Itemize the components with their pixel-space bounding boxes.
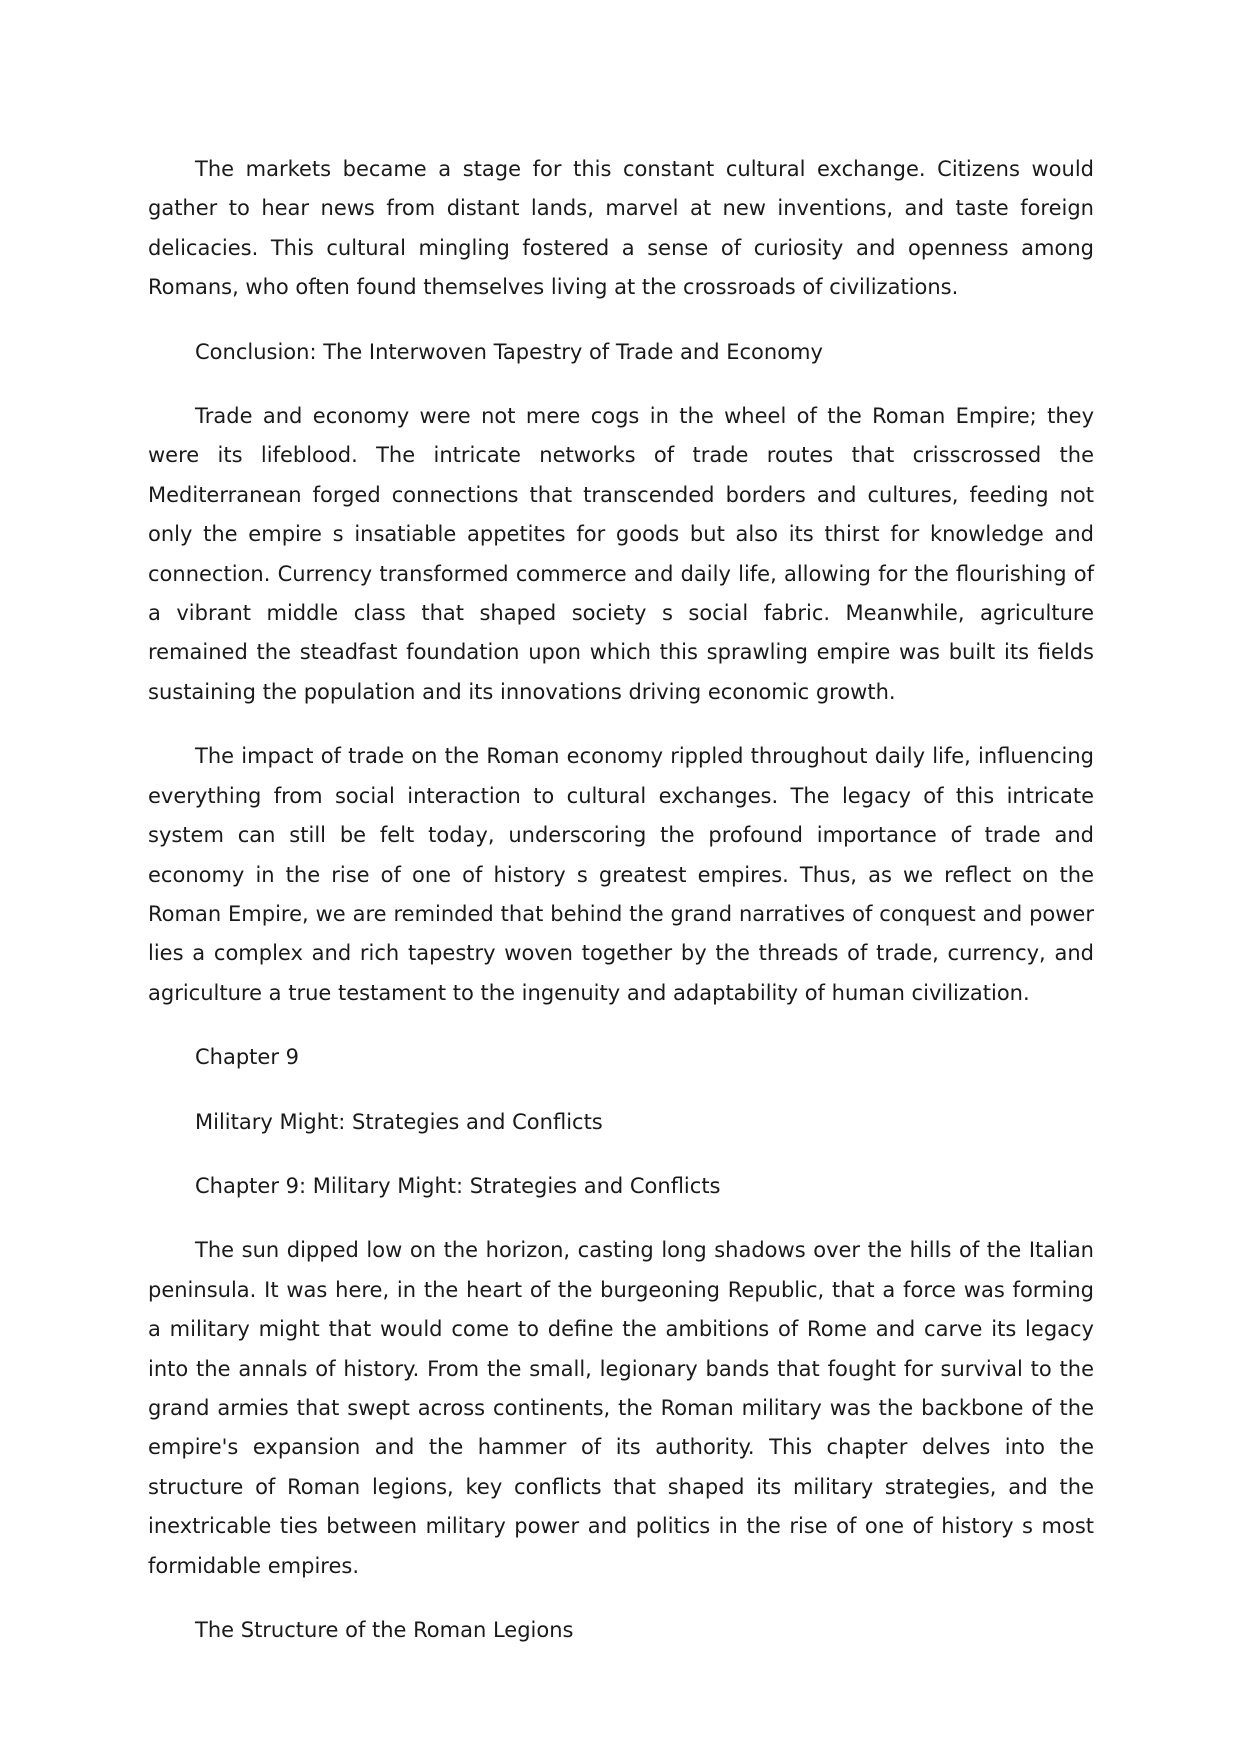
chapter-full-heading: Chapter 9: Military Might: Strategies and Conflicts [195,1173,721,1198]
document-page [148,150,1094,1675]
paragraph-military-intro: The sun dipped low on the horizon, casting long shadows over the hills of the Italian peninsula. It was here, in the heart of the burgeoning Republic, that a force was forming a military might that would come to define the ambitions of Rome and carve its legacy into the annals of history. From the small, legionary bands that fought for survival to the grand armies that swept across continents, the Roman military was the backbone of the empire's expansion and the hammer of its authority. This chapter delves into the structure of Roman legions, key conflicts that shaped its military strategies, and the inextricable ties between military power and politics in the rise of one of history s most formidable empires. [148,1238,1094,1578]
section-heading-conclusion: Conclusion: The Interwoven Tapestry of Trade and Economy [195,339,823,364]
chapter-number: Chapter 9 [195,1045,299,1070]
paragraph-trade-impact: The impact of trade on the Roman economy rippled throughout daily life, influencing everything from social interaction to cultural exchanges. The legacy of this intricate system can still be felt today, underscoring the profound importance of trade and economy in the rise of one of history s greatest empires. Thus, as we reflect on the Roman Empire, we are reminded that behind the grand narratives of conquest and power lies a complex and rich tapestry woven together by the threads of trade, currency, and agriculture a true testament to the ingenuity and adaptability of human civilization. [148,744,1094,1005]
paragraph-trade-lifeblood: Trade and economy were not mere cogs in the wheel of the Roman Empire; they were its lifeblood. The intricate networks of trade routes that crisscrossed the Mediterranean forged connections that transcended borders and cultures, feeding not only the empire s insatiable appetites for goods but also its thirst for knowledge and connection. Currency transformed commerce and daily life, allowing for the flourishing of a vibrant middle class that shaped society s social fabric. Meanwhile, agriculture remained the steadfast foundation upon which this sprawling empire was built its fields sustaining the population and its innovations driving economic growth. [148,404,1094,704]
section-heading-legions: The Structure of the Roman Legions [195,1618,574,1642]
chapter-title: Military Might: Strategies and Conflicts [195,1109,603,1134]
paragraph-markets-exchange: The markets became a stage for this constant cultural exchange. Citizens would gather to hear news from distant lands, marvel at new inventions, and taste foreign delicacies. This cultural mingling fostered a sense of curiosity and openness among Romans, who often found themselves living at the crossroads of civilizations. [148,157,1094,300]
